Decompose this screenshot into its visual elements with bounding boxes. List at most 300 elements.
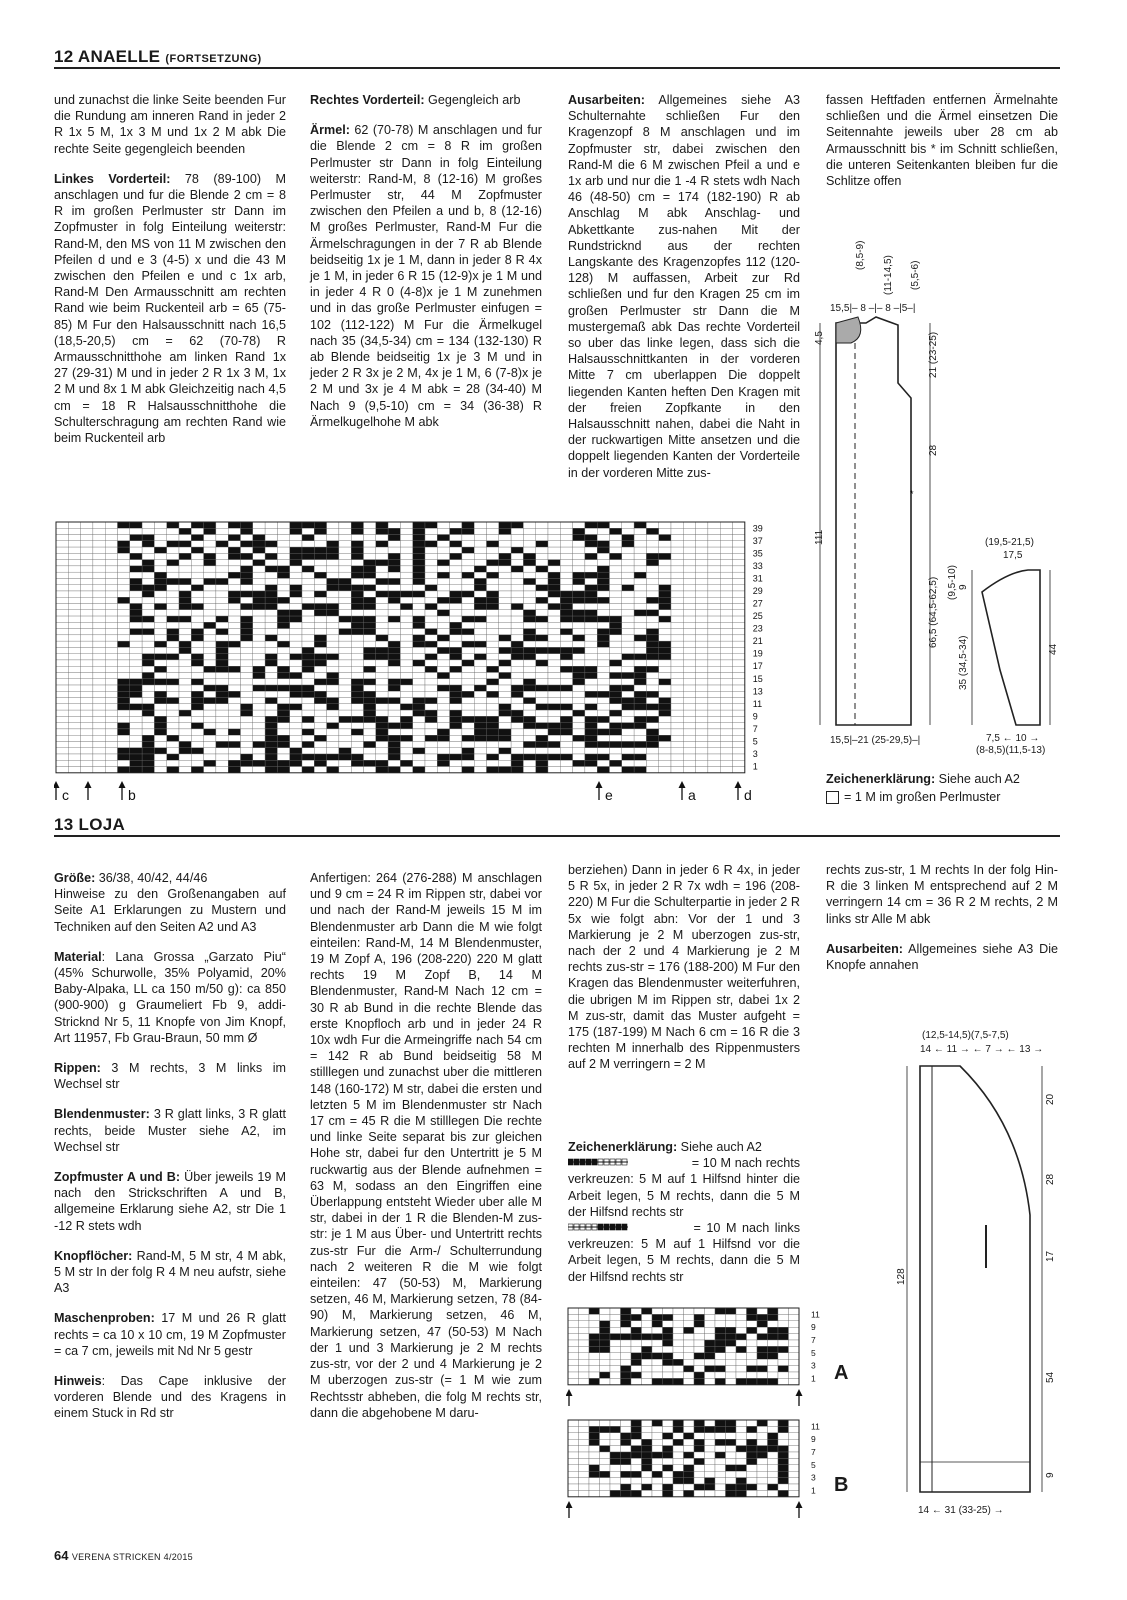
- chart-cell: [683, 723, 695, 729]
- chart-cell: [105, 572, 117, 578]
- chart-cell: [204, 647, 216, 653]
- chart-cell: [585, 635, 597, 641]
- chart-cell: [241, 616, 253, 622]
- chart-cell: [130, 610, 142, 616]
- chart-cell: [663, 1378, 674, 1384]
- chart-cell: [726, 1478, 737, 1484]
- chart-cell: [118, 635, 130, 641]
- chart-cell: [388, 622, 400, 628]
- chart-cell: [487, 741, 499, 747]
- chart-cell: [696, 578, 708, 584]
- sleeve-right: 44: [1048, 643, 1059, 655]
- chart-cell: [68, 760, 80, 766]
- chart-cell: [733, 629, 745, 635]
- chart-cell: [388, 610, 400, 616]
- chart-cell: [573, 578, 585, 584]
- chart-cell: [789, 1439, 800, 1445]
- chart-cell: [68, 679, 80, 685]
- chart-cell: [720, 754, 732, 760]
- chart-cell: [81, 535, 93, 541]
- chart-cell: [179, 616, 191, 622]
- chart-cell: [130, 622, 142, 628]
- chart-cell: [579, 1346, 590, 1352]
- chart-cell: [671, 685, 683, 691]
- chart-cell: [290, 767, 302, 773]
- chart-cell: [548, 566, 560, 572]
- chart-cell: [167, 566, 179, 572]
- chart-cell: [105, 522, 117, 528]
- chart-cell: [327, 679, 339, 685]
- chart-cell: [56, 541, 68, 547]
- chart-cell: [68, 553, 80, 559]
- chart-cell: [659, 741, 671, 747]
- chart-cell: [511, 748, 523, 754]
- chart-cell: [118, 572, 130, 578]
- chart-cell: [573, 760, 585, 766]
- chart-cell: [600, 1372, 611, 1378]
- chart-cell: [736, 1458, 747, 1464]
- chart-cell: [523, 572, 535, 578]
- chart-cell: [733, 760, 745, 766]
- chart-cell: [568, 1490, 579, 1496]
- chart-cell: [142, 741, 154, 747]
- chart-cell: [191, 647, 203, 653]
- chart-cell: [302, 660, 314, 666]
- chart-cell: [671, 654, 683, 660]
- chart-cell: [597, 585, 609, 591]
- chart-cell: [621, 1452, 632, 1458]
- chart-cell: [277, 685, 289, 691]
- chart-cell: [696, 704, 708, 710]
- chart-cell: [610, 1484, 621, 1490]
- chart-cell: [388, 566, 400, 572]
- chart-cell: [511, 629, 523, 635]
- chart-cell: [487, 553, 499, 559]
- chart-cell: [204, 578, 216, 584]
- chart-cell: [585, 672, 597, 678]
- chart-cell: [339, 572, 351, 578]
- chart-cell: [671, 666, 683, 672]
- legend-ref: Siehe auch A2: [935, 772, 1020, 786]
- chart-cell: [253, 641, 265, 647]
- chart-cell: [388, 741, 400, 747]
- chart-cell: [708, 566, 720, 572]
- chart-cell: [314, 723, 326, 729]
- chart-cell: [400, 716, 412, 722]
- body-bottom: 15,5|–21 (25-29,5)–|: [830, 735, 921, 746]
- chart-cell: [364, 716, 376, 722]
- chart-cell: [339, 666, 351, 672]
- chart-cell: [474, 597, 486, 603]
- chart-cell: [778, 1490, 789, 1496]
- chart-cell: [768, 1420, 779, 1426]
- chart-cell: [388, 547, 400, 553]
- chart-cell: [351, 535, 363, 541]
- chart-cell: [413, 767, 425, 773]
- row-label: 9: [811, 1434, 816, 1445]
- chart-cell: [216, 654, 228, 660]
- chart-cell: [351, 572, 363, 578]
- chart-cell: [265, 716, 277, 722]
- chart-cell: [642, 1465, 653, 1471]
- chart-cell: [579, 1452, 590, 1458]
- chart-cell: [683, 679, 695, 685]
- chart-cell: [351, 723, 363, 729]
- chart-cell: [642, 1321, 653, 1327]
- chart-cell: [154, 616, 166, 622]
- chart-cell: [560, 572, 572, 578]
- chart-cell: [228, 566, 240, 572]
- chart-cell: [216, 710, 228, 716]
- chart-cell: [573, 767, 585, 773]
- knitting-chart-a: [566, 1306, 866, 1408]
- arrow-label: b: [128, 787, 136, 803]
- chart-cell: [351, 641, 363, 647]
- chart-cell: [659, 616, 671, 622]
- chart-cell: [118, 641, 130, 647]
- chart-cell: [93, 641, 105, 647]
- chart-cell: [81, 754, 93, 760]
- chart-cell: [290, 604, 302, 610]
- chart-cell: [265, 635, 277, 641]
- chart-cell: [351, 654, 363, 660]
- chart-cell: [105, 622, 117, 628]
- chart-cell: [778, 1465, 789, 1471]
- chart-cell: [105, 691, 117, 697]
- chart-cell: [339, 522, 351, 528]
- chart-cell: [733, 585, 745, 591]
- chart-cell: [327, 597, 339, 603]
- chart-cell: [241, 641, 253, 647]
- chart-cell: [511, 572, 523, 578]
- chart-cell: [736, 1366, 747, 1372]
- chart-cell: [413, 572, 425, 578]
- chart-cell: [167, 547, 179, 553]
- chart-cell: [265, 566, 277, 572]
- chart-cell: [560, 698, 572, 704]
- chart-cell: [499, 691, 511, 697]
- chart-cell: [585, 735, 597, 741]
- chart-cell: [560, 616, 572, 622]
- chart-cell: [720, 610, 732, 616]
- chart-cell: [376, 660, 388, 666]
- row-label: 19: [752, 648, 763, 659]
- chart-cell: [302, 710, 314, 716]
- chart-cell: [277, 616, 289, 622]
- chart-cell: [118, 578, 130, 584]
- chart-cell: [241, 553, 253, 559]
- chart-cell: [757, 1452, 768, 1458]
- chart-cell: [474, 528, 486, 534]
- chart-cell: [167, 760, 179, 766]
- chart-cell: [487, 748, 499, 754]
- chart-cell: [585, 760, 597, 766]
- chart-cell: [277, 560, 289, 566]
- chart-cell: [118, 710, 130, 716]
- chart-cell: [277, 767, 289, 773]
- chart-cell: [388, 704, 400, 710]
- chart-cell: [339, 629, 351, 635]
- chart-cell: [622, 729, 634, 735]
- chart-cell: [290, 528, 302, 534]
- chart-cell: [118, 522, 130, 528]
- chart-cell: [683, 635, 695, 641]
- chart-cell: [511, 553, 523, 559]
- chart-cell: [314, 622, 326, 628]
- chart-cell: [610, 616, 622, 622]
- chart-cell: [720, 547, 732, 553]
- chart-cell: [130, 672, 142, 678]
- chart-cell: [487, 729, 499, 735]
- chart-cell: [610, 535, 622, 541]
- chart-cell: [351, 767, 363, 773]
- chart-cell: [631, 1353, 642, 1359]
- chart-cell: [265, 535, 277, 541]
- chart-cell: [694, 1452, 705, 1458]
- chart-cell: [450, 578, 462, 584]
- chart-cell: [376, 610, 388, 616]
- chart-cell: [683, 560, 695, 566]
- chart-cell: [437, 735, 449, 741]
- chart-cell: [105, 704, 117, 710]
- chart-cell: [757, 1308, 768, 1314]
- chart-cell: [733, 622, 745, 628]
- chart-cell: [179, 647, 191, 653]
- chart-cell: [388, 629, 400, 635]
- chart-cell: [228, 572, 240, 578]
- chart-cell: [462, 578, 474, 584]
- chart-cell: [105, 685, 117, 691]
- chart-cell: [487, 541, 499, 547]
- chart-cell: [499, 553, 511, 559]
- chart-cell: [696, 566, 708, 572]
- chart-cell: [708, 666, 720, 672]
- chart-cell: [314, 616, 326, 622]
- chart-cell: [290, 566, 302, 572]
- chart-cell: [400, 641, 412, 647]
- chart-cell: [560, 560, 572, 566]
- chart-cell: [573, 535, 585, 541]
- chart-cell: [684, 1433, 695, 1439]
- chart-cell: [720, 578, 732, 584]
- chart-cell: [241, 578, 253, 584]
- chart-cell: [720, 528, 732, 534]
- chart-cell: [523, 610, 535, 616]
- chart-cell: [191, 641, 203, 647]
- chart-cell: [642, 1314, 653, 1320]
- chart-cell: [364, 735, 376, 741]
- title-suffix: (FORTSETZUNG): [165, 53, 262, 65]
- chart-cell: [400, 679, 412, 685]
- chart-cell: [388, 729, 400, 735]
- chart-cell: [726, 1458, 737, 1464]
- chart-cell: [671, 723, 683, 729]
- chart-cell: [585, 541, 597, 547]
- chart-cell: [68, 698, 80, 704]
- chart-cell: [642, 1426, 653, 1432]
- body-top-label-1: (8,5-9): [855, 240, 866, 270]
- chart-cell: [93, 685, 105, 691]
- chart-cell: [364, 748, 376, 754]
- chart-cell: [523, 654, 535, 660]
- chart-cell: [388, 553, 400, 559]
- chart-cell: [610, 723, 622, 729]
- chart-cell: [376, 716, 388, 722]
- chart-cell: [694, 1346, 705, 1352]
- chart-cell: [56, 604, 68, 610]
- chart-cell: [364, 767, 376, 773]
- chart-cell: [142, 647, 154, 653]
- chart-cell: [302, 629, 314, 635]
- chart-cell: [437, 629, 449, 635]
- chart-cell: [413, 660, 425, 666]
- chart-cell: [659, 591, 671, 597]
- chart-cell: [499, 535, 511, 541]
- chart-cell: [733, 647, 745, 653]
- chart-cell: [487, 660, 499, 666]
- chart-cell: [339, 647, 351, 653]
- chart-cell: [364, 760, 376, 766]
- chart-cell: [573, 729, 585, 735]
- chart-cell: [425, 622, 437, 628]
- chart-cell: [646, 672, 658, 678]
- chart-cell: [154, 754, 166, 760]
- chart-cell: [560, 591, 572, 597]
- chart-cell: [425, 748, 437, 754]
- chart-cell: [81, 647, 93, 653]
- chart-cell: [610, 760, 622, 766]
- chart-cell: [228, 622, 240, 628]
- chart-cell: [450, 553, 462, 559]
- chart-cell: [708, 629, 720, 635]
- chart-cell: [597, 566, 609, 572]
- chart-cell: [621, 1321, 632, 1327]
- chart-cell: [536, 672, 548, 678]
- chart-cell: [634, 754, 646, 760]
- chart-cell: [265, 660, 277, 666]
- chart-cell: [499, 729, 511, 735]
- chart-cell: [646, 535, 658, 541]
- chart-cell: [548, 591, 560, 597]
- chart-cell: [277, 585, 289, 591]
- chart-cell: [351, 560, 363, 566]
- chart-cell: [314, 541, 326, 547]
- chart-cell: [105, 597, 117, 603]
- chart-cell: [228, 578, 240, 584]
- chart-cell: [600, 1426, 611, 1432]
- chart-cell: [81, 553, 93, 559]
- chart-cell: [634, 629, 646, 635]
- paragraph-heading: Maschenproben:: [54, 1311, 155, 1326]
- chart-cell: [105, 760, 117, 766]
- chart-cell: [364, 685, 376, 691]
- chart-cell: [757, 1334, 768, 1340]
- chart-cell: [241, 597, 253, 603]
- chart-cell: [314, 528, 326, 534]
- chart-cell: [118, 660, 130, 666]
- chart-cell: [81, 622, 93, 628]
- chart-cell: [56, 641, 68, 647]
- chart-cell: [376, 597, 388, 603]
- chart-cell: [376, 767, 388, 773]
- chart-cell: [462, 654, 474, 660]
- chart-cell: [597, 622, 609, 628]
- chart-cell: [474, 616, 486, 622]
- chart-cell: [450, 679, 462, 685]
- chart-cell: [631, 1465, 642, 1471]
- chart-cell: [179, 710, 191, 716]
- chart-cell: [523, 547, 535, 553]
- chart-cell: [694, 1308, 705, 1314]
- chart-cell: [118, 716, 130, 722]
- chart-cell: [425, 591, 437, 597]
- chart-cell: [671, 553, 683, 559]
- chart-cell: [437, 704, 449, 710]
- chart-cell: [81, 710, 93, 716]
- chart-cell: [413, 585, 425, 591]
- chart-cell: [277, 704, 289, 710]
- chart-cell: [364, 691, 376, 697]
- chart-cell: [68, 566, 80, 572]
- chart-cell: [499, 754, 511, 760]
- chart-cell: [589, 1334, 600, 1340]
- chart-cell: [364, 528, 376, 534]
- chart-cell: [789, 1353, 800, 1359]
- section-13-title: [54, 815, 125, 835]
- chart-cell: [634, 654, 646, 660]
- chart-cell: [351, 741, 363, 747]
- chart-cell: [265, 597, 277, 603]
- chart-cell: [511, 647, 523, 653]
- chart-cell: [474, 535, 486, 541]
- chart-cell: [167, 723, 179, 729]
- chart-cell: [167, 748, 179, 754]
- chart-cell: [659, 704, 671, 710]
- chart-cell: [600, 1314, 611, 1320]
- chart-cell: [413, 672, 425, 678]
- chart-cell: [708, 679, 720, 685]
- chart-cell: [327, 578, 339, 584]
- chart-cell: [499, 610, 511, 616]
- chart-cell: [450, 597, 462, 603]
- chart-cell: [339, 654, 351, 660]
- chart-cell: [683, 748, 695, 754]
- row-label: 27: [752, 598, 763, 609]
- chart-cell: [437, 679, 449, 685]
- chart-cell: [93, 654, 105, 660]
- chart-cell: [560, 748, 572, 754]
- chart-cell: [573, 635, 585, 641]
- chart-cell: [302, 541, 314, 547]
- chart-cell: [622, 622, 634, 628]
- chart-cell: [425, 560, 437, 566]
- paragraph: [54, 1310, 286, 1359]
- chart-cell: [314, 691, 326, 697]
- chart-cell: [733, 560, 745, 566]
- chart-cell: [142, 729, 154, 735]
- chart-cell: [364, 679, 376, 685]
- chart-cell: [179, 635, 191, 641]
- chart-cell: [684, 1353, 695, 1359]
- chart-cell: [376, 704, 388, 710]
- chart-cell: [631, 1420, 642, 1426]
- chart-cell: [523, 723, 535, 729]
- chart-cell: [568, 1484, 579, 1490]
- chart-cell: [579, 1321, 590, 1327]
- chart-cell: [191, 566, 203, 572]
- chart-cell: [696, 610, 708, 616]
- chart-cell: [474, 604, 486, 610]
